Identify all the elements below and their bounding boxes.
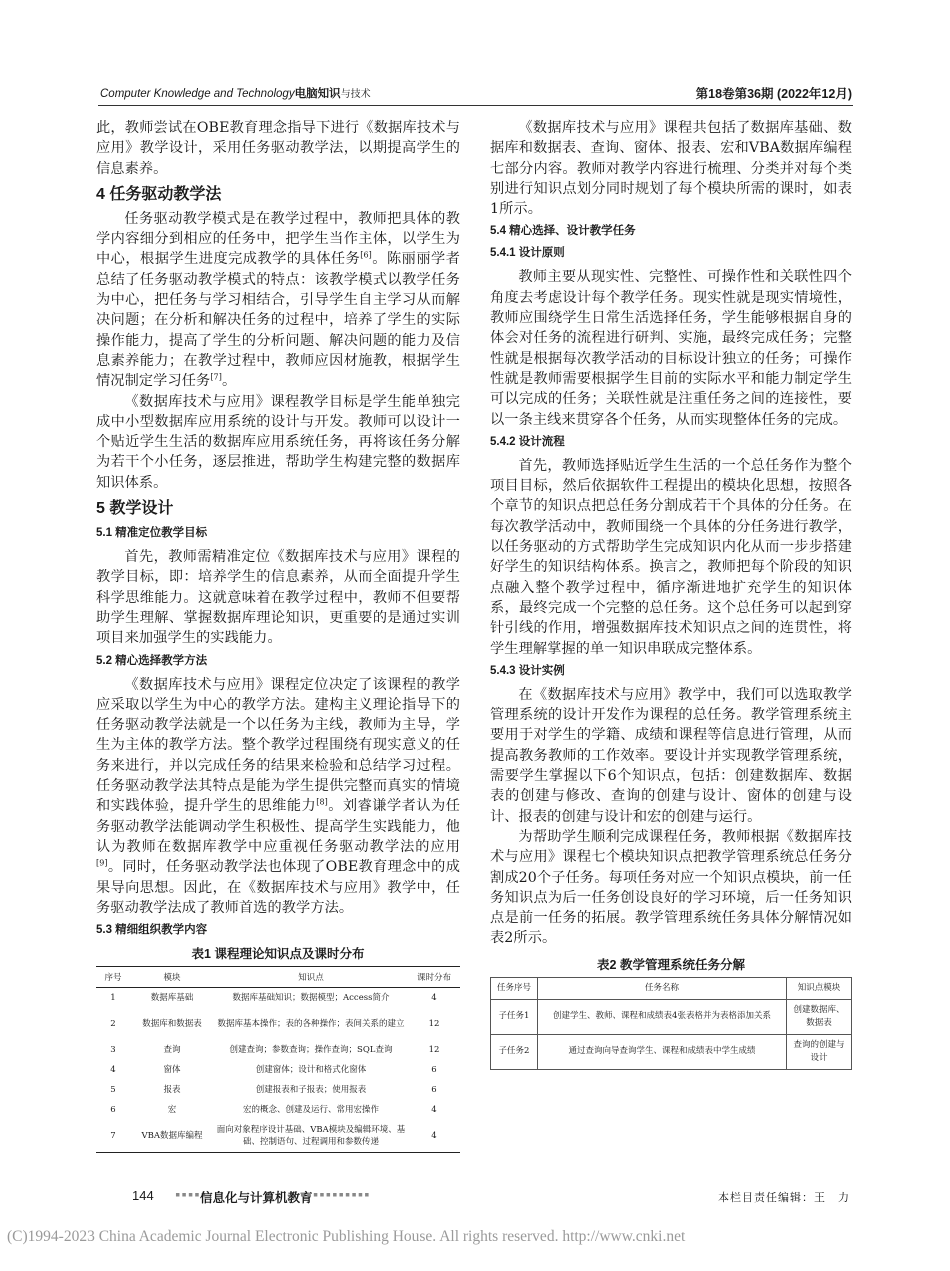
table-cell: 12 bbox=[428, 1019, 440, 1030]
table-cell: 1 bbox=[110, 993, 116, 1004]
right-column bbox=[490, 118, 852, 1070]
table-1 bbox=[96, 966, 460, 1153]
table-cell: 查询 bbox=[163, 1045, 181, 1056]
citation-8: [8] bbox=[316, 797, 328, 807]
table-cell: 创建数据库、数据表 bbox=[787, 999, 852, 1034]
table-cell: 创建窗体；设计和格式化窗体 bbox=[255, 1065, 367, 1076]
table-row bbox=[96, 1120, 460, 1153]
footer-dots-right: ▪▪▪▪▪▪▪▪▪▪▪ bbox=[300, 1190, 371, 1200]
table-1-header-row bbox=[96, 967, 460, 988]
table-row bbox=[96, 988, 460, 1009]
table-cell: VBA数据库编程 bbox=[130, 1120, 214, 1153]
table-cell: 宏 bbox=[167, 1105, 177, 1116]
table-cell: 面向对象程序设计基础、VBA模块及编辑环境、基础、控制语句、过程调用和参数传递 bbox=[214, 1120, 408, 1153]
table-cell: 子任务1 bbox=[491, 999, 538, 1034]
table-row bbox=[96, 1100, 460, 1120]
journal-name-cn-small: 与技术 bbox=[340, 89, 371, 100]
section-5-4-2-paragraph: 首先，教师选择贴近学生生活的一个总任务作为整个项目目标，然后依据软件工程提出的模块化思想，按照各个章节的知识点把总任务分割成若干个具体的分任务。在每次教学活动中，教师围绕一个具体的分任务进行教学，以任务驱动的方式帮助学生完成知识内化从而一步步搭建好学生的知识结构体系。换言之，教师把每个阶段的知识点融入整个教学过程中，循序渐进地扩充学生的知识体系，最终完成一个完整的总任务。这个总任务可以起到穿针引线的作用，增强数据库技术知识点之间的连贯性，将学生理解掌握的单一知识串联成完整体系。 bbox=[490, 457, 852, 657]
table-cell: 4 bbox=[408, 1120, 460, 1153]
intro-paragraph: 此，教师尝试在OBE教育理念指导下进行《数据库技术与应用》教学设计，采用任务驱动教学法，以期提高学生的信息素养。 bbox=[96, 120, 460, 177]
footer-journal-name: 信息化与计算机教育 bbox=[200, 1191, 313, 1205]
table-row bbox=[96, 1040, 460, 1060]
table-1-header-cell: 知识点 bbox=[214, 967, 408, 988]
section-4-paragraph-2: 《数据库技术与应用》课程教学目标是学生能单独完成中小型数据库应用系统的设计与开发。教师可以设计一个贴近学生生活的数据库应用系统任务，再将该任务分解为若干个小任务，逐层推进，帮助学生构建完整的数据库知识体系。 bbox=[96, 393, 460, 491]
section-5-heading: 5 教学设计 bbox=[96, 500, 174, 518]
header-rule bbox=[98, 105, 853, 106]
citation-6: [6] bbox=[360, 250, 372, 260]
running-header-journal bbox=[100, 85, 371, 101]
page-number: 144 bbox=[132, 1188, 154, 1203]
table-row bbox=[96, 1080, 460, 1100]
table-row bbox=[96, 1008, 460, 1040]
table-1-caption: 表1 课程理论知识点及课时分布 bbox=[191, 947, 365, 962]
table-cell: 4 bbox=[431, 1105, 437, 1116]
section-5-1-paragraph: 首先，教师需精准定位《数据库技术与应用》课程的教学目标，即：培养学生的信息素养，从而全面提升学生科学思维能力。这就意味着在教学过程中，教师不但要帮助学生理解、掌握数据库理论知识，更重要的是通过实训项目来加强学生的实践能力。 bbox=[96, 549, 460, 647]
section-5-2-heading: 5.2 精心选择教学方法 bbox=[96, 654, 208, 667]
section-5-4-1-paragraph: 教师主要从现实性、完整性、可操作性和关联性四个角度去考虑设计每个教学任务。现实性就是现实情境性，教师应围绕学生日常生活选择任务，学生能够根据自身的体会对任务的流程进行研判、实施，最终完成任务；完整性就是根据每次教学活动的目标设计独立的任务；可操作性就是教师需要根据学生目前的实际水平和能力制定学生可以完成的任务；关联性就是注重任务之间的连接性，要以一条主线来贯穿各个任务，从而实现整体任务的完成。 bbox=[490, 269, 852, 428]
table-1-header-cell: 序号 bbox=[96, 967, 130, 988]
section-5-4-heading: 5.4 精心选择、设计教学任务 bbox=[490, 225, 636, 238]
table-cell: 6 bbox=[431, 1085, 437, 1096]
table-cell: 4 bbox=[110, 1065, 116, 1076]
section-4-paragraph-1: 任务驱动教学模式是在教学过程中，教师把具体的教学内容细分到相应的任务中，把学生当作主体，以学生为中心，根据学生进度完成教学的具体任务[6]。陈丽丽学者总结了任务驱动教学模式的特点：该教学模式以教学任务为中心，把任务与学习相结合，引导学生自主学习从而解决问题；在分析和解决任务的过程中，培养了学生的实际操作能力，提高了学生的分析问题、解决问题的能力及信息素养能力；在教学过程中，教师应因材施教，根据学生情况制定学习任务[7]。 bbox=[96, 210, 460, 390]
table-cell: 12 bbox=[428, 1045, 440, 1056]
table-cell: 5 bbox=[110, 1085, 116, 1096]
section-5-4-2-heading: 5.4.2 设计流程 bbox=[490, 435, 565, 448]
journal-name-en: Computer Knowledge and Technology bbox=[100, 88, 295, 100]
citation-9: [9] bbox=[96, 858, 108, 868]
table-1-header-cell: 课时分布 bbox=[408, 967, 460, 988]
table-cell: 创建查询；参数查询；操作查询；SQL查询 bbox=[229, 1045, 393, 1056]
table-cell: 数据库基本操作；表的各种操作；表间关系的建立 bbox=[217, 1019, 405, 1030]
table-cell: 创建报表和子报表；使用报表 bbox=[255, 1085, 367, 1096]
section-5-4-1-heading: 5.4.1 设计原则 bbox=[490, 247, 565, 260]
footer-dots-left: ▪▪▪▪▪ bbox=[175, 1190, 208, 1200]
table-row bbox=[96, 1060, 460, 1080]
section-5-1-heading: 5.1 精准定位教学目标 bbox=[96, 527, 208, 540]
table-row bbox=[491, 1034, 852, 1069]
table-2-header-cell: 知识点模块 bbox=[787, 977, 852, 999]
table-1-header-cell: 模块 bbox=[130, 967, 214, 988]
table-cell: 3 bbox=[110, 1045, 116, 1056]
table-cell: 7 bbox=[96, 1120, 130, 1153]
table-cell: 数据库和数据表 bbox=[142, 1019, 202, 1030]
section-5-3-paragraph: 《数据库技术与应用》课程共包括了数据库基础、数据库和数据表、查询、窗体、报表、宏和VBA数据库编程七部分内容。教师对教学内容进行梳理、分类并对每个类别进行知识点划分同时规划了每个模块所需的课时，如表1所示。 bbox=[490, 120, 852, 218]
table-2-header-cell: 任务名称 bbox=[538, 977, 787, 999]
section-5-4-3-heading: 5.4.3 设计实例 bbox=[490, 664, 565, 677]
table-2-header-cell: 任务序号 bbox=[491, 977, 538, 999]
journal-name-cn: 电脑知识 bbox=[294, 88, 341, 100]
table-cell: 查询的创建与设计 bbox=[787, 1034, 852, 1069]
section-5-2-paragraph: 《数据库技术与应用》课程定位决定了该课程的教学应采取以学生为中心的教学方法。建构主义理论指导下的任务驱动教学法就是一个以任务为主线，教师为主导，学生为主体的教学方法。整个教学过程围绕有现实意义的任务来进行，并以完成任务的结果来检验和总结学习过程。任务驱动教学法其特点是能为学生提供完整而真实的情境和实践体验，提升学生的思维能力[8]。刘睿谦学者认为任务驱动教学法能调动学生积极性、提高学生实践能力，他认为教师在数据库教学中应重视任务驱动教学法的应用[9]。同时，任务驱动教学法也体现了OBE教育理念中的成果导向思想。因此，在《数据库技术与应用》教学中，任务驱动教学法成了教师首选的教学方法。 bbox=[96, 676, 460, 916]
table-cell: 创建学生、教师、课程和成绩表4张表格并为表格添加关系 bbox=[538, 999, 787, 1034]
table-2 bbox=[490, 977, 852, 1070]
table-cell: 4 bbox=[431, 993, 437, 1004]
section-5-4-3-paragraph-2: 为帮助学生顺利完成课程任务，教师根据《数据库技术与应用》课程七个模块知识点把教学管理系统总任务分割成20个子任务。每项任务对应一个知识点模块，前一任务知识点为后一任务创设良好的学习环境，后一任务知识点是前一任务的拓展。教学管理系统任务具体分解情况如表2所示。 bbox=[490, 828, 852, 947]
issue-info: 第18卷第36期 (2022年12月) bbox=[695, 87, 852, 101]
table-cell: 窗体 bbox=[163, 1065, 181, 1076]
left-column bbox=[96, 118, 460, 1153]
table-row bbox=[491, 999, 852, 1034]
table-cell: 6 bbox=[110, 1105, 116, 1116]
section-5-4-3-paragraph-1: 在《数据库技术与应用》教学中，我们可以选取教学管理系统的设计开发作为课程的总任务。教学管理系统主要用于对学生的学籍、成绩和课程等信息进行管理，从而提高教务教师的工作效率。要设计并实现教学管理系统，需要学生掌握以下6个知识点，包括：创建数据库、数据表的创建与修改、查询的创建与设计、窗体的创建与设计、报表的创建与设计和宏的创建与运行。 bbox=[490, 686, 852, 825]
table-2-caption: 表2 教学管理系统任务分解 bbox=[597, 957, 745, 972]
table-cell: 6 bbox=[431, 1065, 437, 1076]
copyright-notice: (C)1994-2023 China Academic Journal Electronic Publishing House. All rights reserved. http://www.cnki.net bbox=[7, 1228, 686, 1245]
table-cell: 宏的概念、创建及运行、常用宏操作 bbox=[242, 1105, 379, 1116]
table-cell: 通过查询向导查询学生、课程和成绩表中学生成绩 bbox=[538, 1034, 787, 1069]
table-2-header-row bbox=[491, 977, 852, 999]
citation-7: [7] bbox=[210, 372, 222, 382]
table-cell: 2 bbox=[110, 1019, 116, 1030]
table-cell: 数据库基础 bbox=[150, 993, 194, 1004]
section-4-heading: 4 任务驱动教学法 bbox=[96, 185, 222, 203]
table-cell: 数据库基础知识；数据模型；Access简介 bbox=[232, 993, 390, 1004]
column-editor: 本栏目责任编辑：王 力 bbox=[718, 1191, 850, 1204]
section-5-3-heading: 5.3 精细组织教学内容 bbox=[96, 924, 208, 937]
table-cell: 报表 bbox=[163, 1085, 181, 1096]
table-cell: 子任务2 bbox=[491, 1034, 538, 1069]
